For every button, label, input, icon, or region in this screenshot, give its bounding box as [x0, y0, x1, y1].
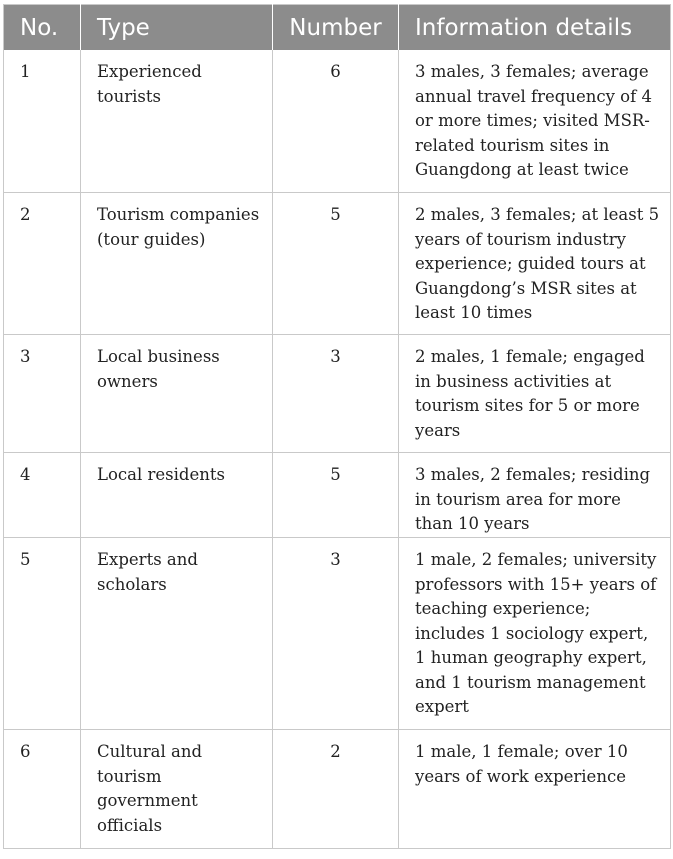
- cell-details: 2 males, 1 female; engaged in business activities at tourism sites for 5 or more years: [399, 335, 671, 453]
- cell-no: 5: [4, 538, 81, 730]
- cell-details: 1 male, 1 female; over 10 years of work experience: [399, 730, 671, 849]
- cell-number: 2: [273, 730, 399, 849]
- cell-type: Cultural and tourism government officials: [81, 730, 273, 849]
- cell-no: 4: [4, 453, 81, 538]
- table-row: [4, 335, 671, 453]
- cell-type: Local residents: [81, 453, 273, 538]
- cell-no: 3: [4, 335, 81, 453]
- cell-number: 3: [273, 335, 399, 453]
- cell-number: 3: [273, 538, 399, 730]
- table-body: [4, 50, 671, 849]
- cell-details: 3 males, 3 females; average annual travel frequency of 4 or more times; visited MSR-related tourism sites in Guangdong at least twice: [399, 50, 671, 193]
- table-row: [4, 50, 671, 193]
- table-row: [4, 538, 671, 730]
- table-row: [4, 193, 671, 335]
- cell-number: 5: [273, 193, 399, 335]
- header-no: No.: [4, 5, 81, 51]
- header-row: [4, 5, 671, 51]
- cell-details: 2 males, 3 females; at least 5 years of tourism industry experience; guided tours at Guangdong’s MSR sites at least 10 times: [399, 193, 671, 335]
- cell-type: Experts and scholars: [81, 538, 273, 730]
- table-row: [4, 453, 671, 538]
- cell-number: 6: [273, 50, 399, 193]
- table-header: [4, 5, 671, 51]
- cell-details: 3 males, 2 females; residing in tourism area for more than 10 years: [399, 453, 671, 538]
- cell-type: Local business owners: [81, 335, 273, 453]
- participants-table: [3, 4, 671, 849]
- header-type: Type: [81, 5, 273, 51]
- header-number: Number: [273, 5, 399, 51]
- cell-no: 2: [4, 193, 81, 335]
- cell-number: 5: [273, 453, 399, 538]
- header-information-details: Information details: [399, 5, 671, 51]
- cell-no: 1: [4, 50, 81, 193]
- cell-details: 1 male, 2 females; university professors with 15+ years of teaching experience; includes 1 sociology expert, 1 human geography expert, and 1 tourism management expert: [399, 538, 671, 730]
- cell-type: Experienced tourists: [81, 50, 273, 193]
- cell-type: Tourism companies (tour guides): [81, 193, 273, 335]
- cell-no: 6: [4, 730, 81, 849]
- table-row: [4, 730, 671, 849]
